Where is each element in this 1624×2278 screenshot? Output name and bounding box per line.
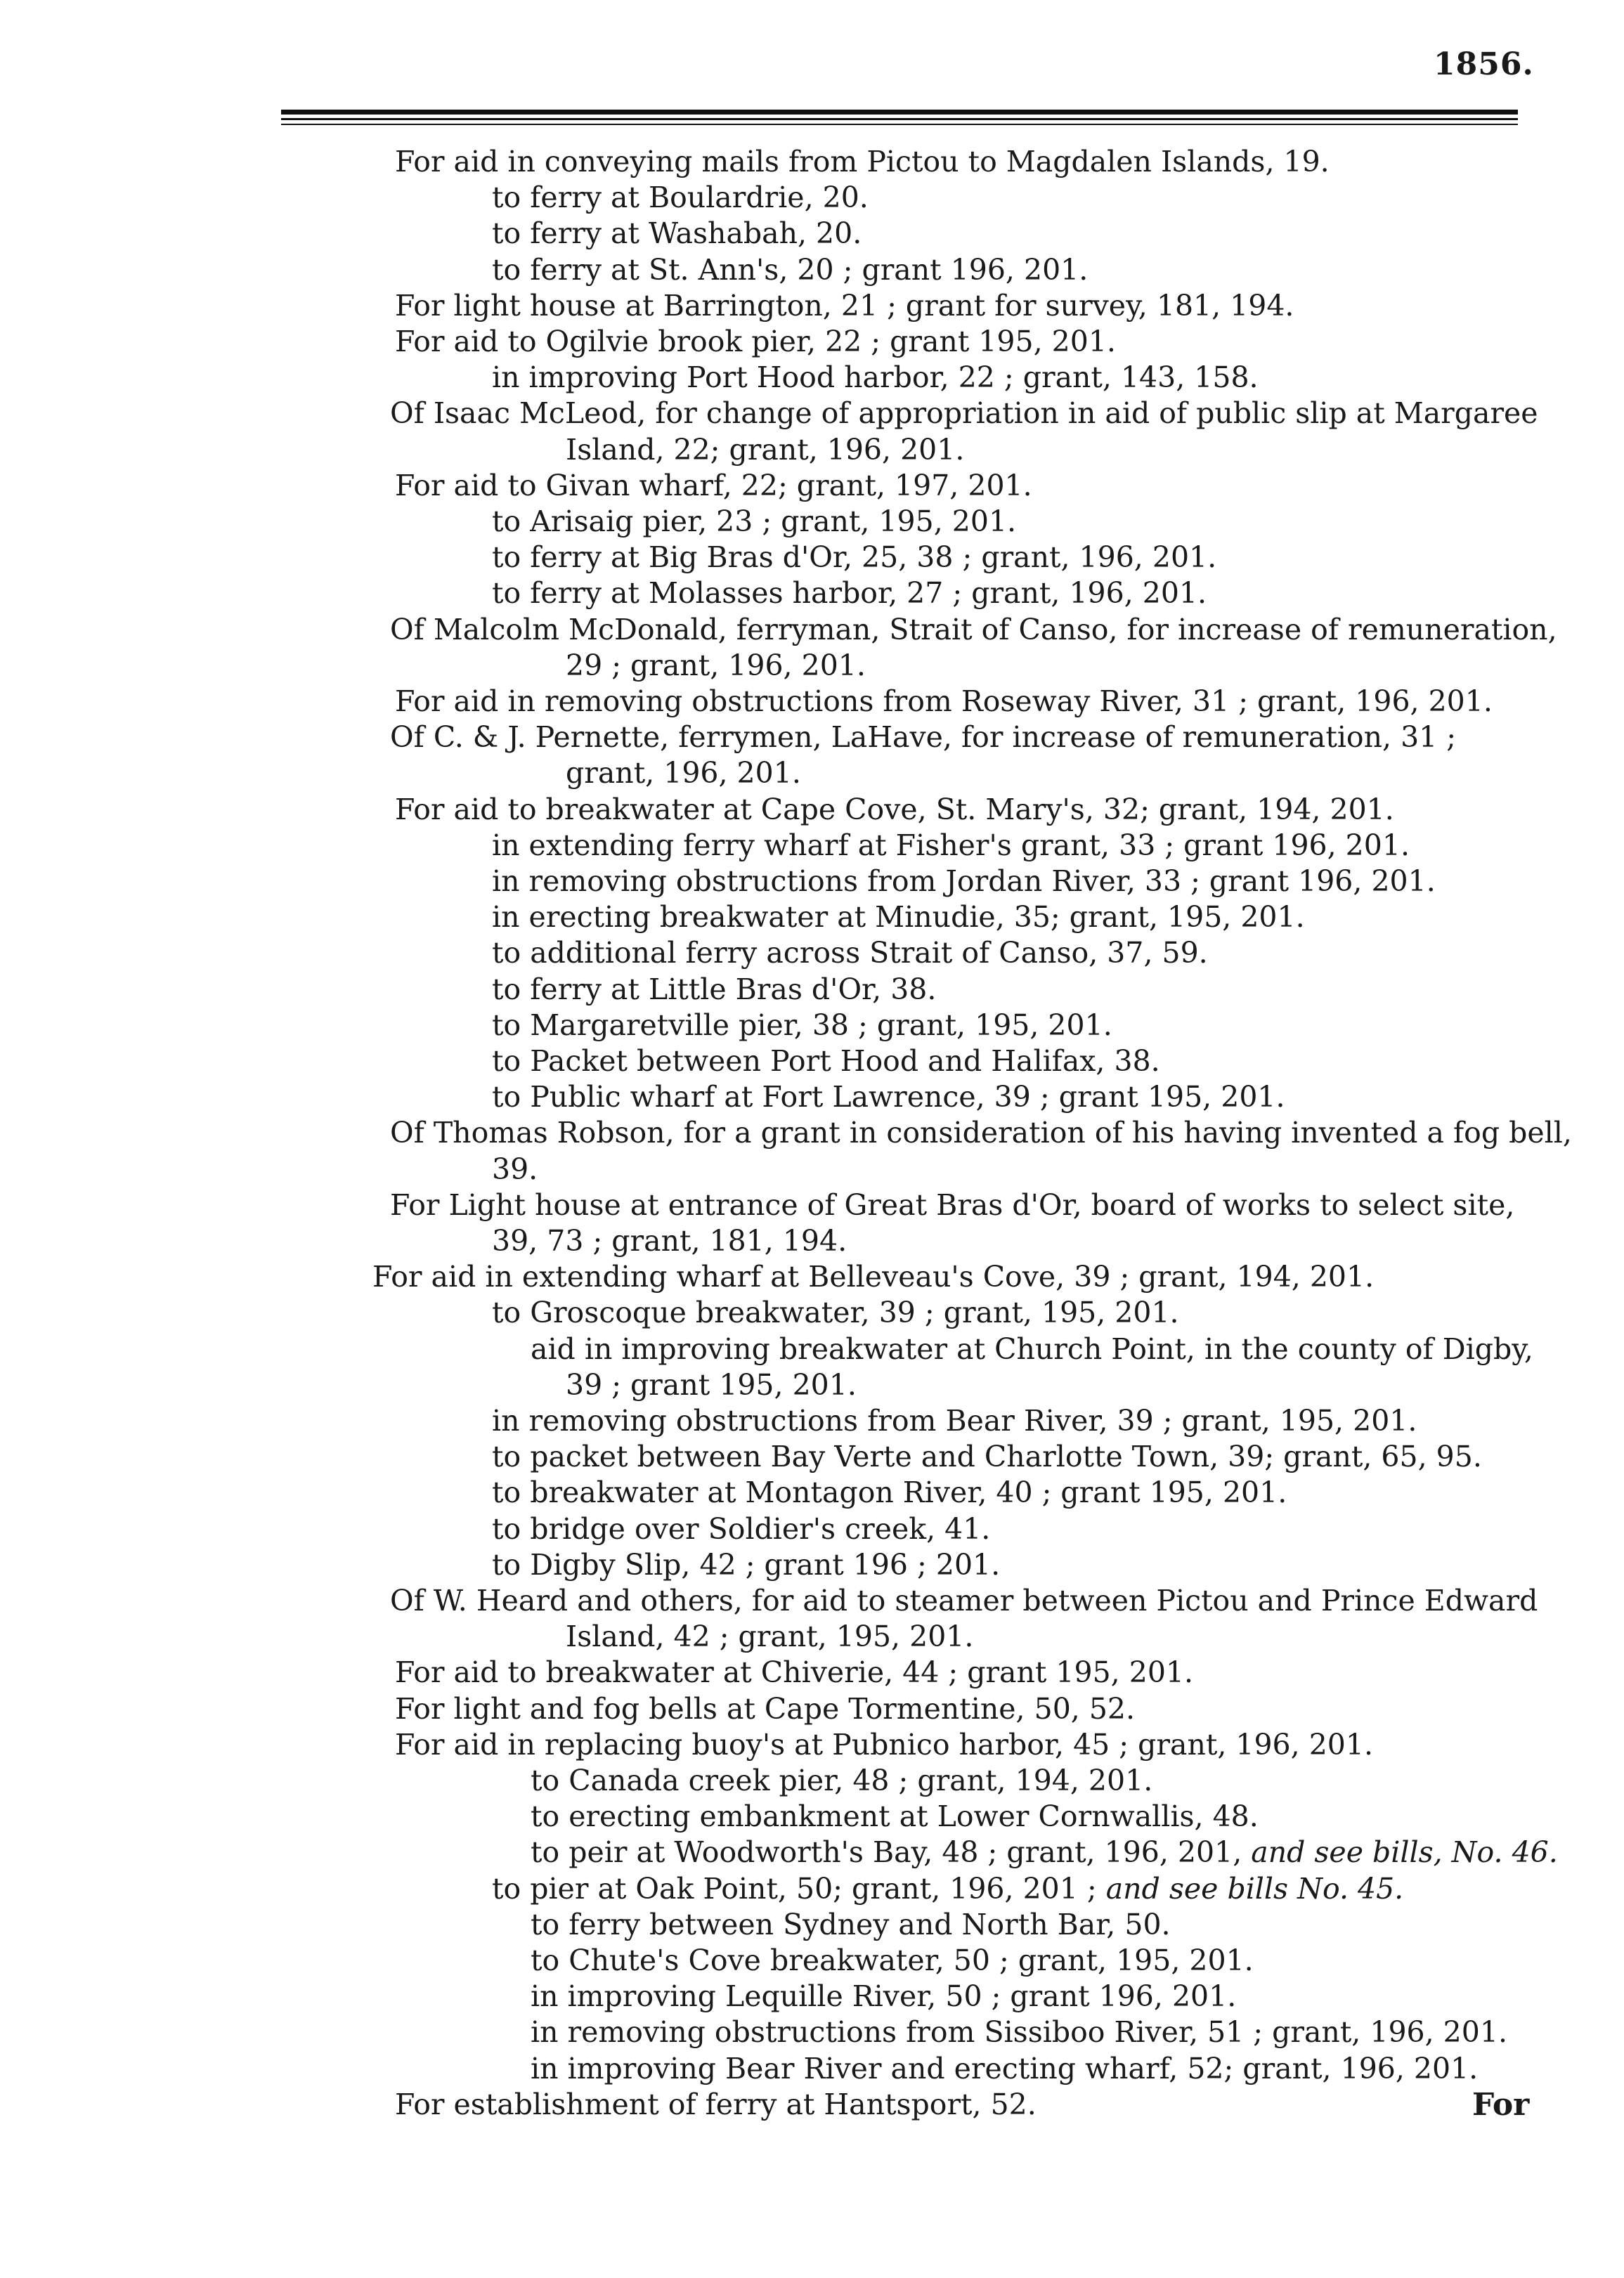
index-entry-line: Of Malcolm McDonald, ferryman, Strait of Canso, for increase of remuneration, [390,612,1557,646]
index-entry-line: For aid in replacing buoy's at Pubnico harbor, 45 ; grant, 196, 201. [395,1727,1373,1762]
index-entry-line: in improving Bear River and erecting wharf, 52; grant, 196, 201. [531,2051,1479,2085]
index-entry-line: Island, 22; grant, 196, 201. [566,432,965,467]
index-entry-line: For aid to Ogilvie brook pier, 22 ; grant 195, 201. [395,325,1116,358]
index-entry-line: For aid in conveying mails from Pictou to Magdalen Islands, 19. [395,145,1330,178]
index-entry-line: to bridge over Soldier's creek, 41. [492,1511,991,1546]
index-entry-line: For light house at Barrington, 21 ; grant for survey, 181, 194. [395,288,1294,323]
index-entry-line: to Margaretville pier, 38 ; grant, 195, 201. [492,1008,1112,1042]
index-entry-line: 39 ; grant 195, 201. [566,1367,857,1402]
page-year-heading: 1856. [1434,46,1534,82]
index-entry-line: in removing obstructions from Jordan River, 33 ; grant 196, 201. [492,864,1436,898]
index-entry-line: to ferry at St. Ann's, 20 ; grant 196, 201. [492,252,1089,287]
index-entry-line: Of W. Heard and others, for aid to steamer between Pictou and Prince Edward [390,1584,1538,1618]
index-entry-line: to peir at Woodworth's Bay, 48 ; grant, 196, 201, and see bills, No. 46. [531,1835,1558,1870]
index-entry-line: Island, 42 ; grant, 195, 201. [566,1620,974,1654]
header-rule-thick [281,110,1518,115]
index-entry-line: For aid to breakwater at Cape Cove, St. Mary's, 32; grant, 194, 201. [395,792,1394,826]
index-entry-line: For aid in removing obstructions from Roseway River, 31 ; grant, 196, 201. [395,684,1493,718]
index-entry-line: For establishment of ferry at Hantsport, 52. [395,2087,1037,2121]
header-rule-medium [281,118,1518,120]
index-entry-line: to ferry at Molasses harbor, 27 ; grant, 196, 201. [492,576,1207,611]
index-entry-line: to packet between Bay Verte and Charlotte Town, 39; grant, 65, 95. [492,1440,1482,1474]
index-entry-line: to pier at Oak Point, 50; grant, 196, 201 ; and see bills No. 45. [492,1871,1404,1906]
index-entry-line: 39. [492,1152,538,1186]
index-entry-line: For light and fog bells at Cape Tormentine, 50, 52. [395,1691,1136,1726]
index-entry-line: to Public wharf at Fort Lawrence, 39 ; grant 195, 201. [492,1080,1285,1114]
index-entry-line: grant, 196, 201. [566,756,801,790]
index-entry-line: to Digby Slip, 42 ; grant 196 ; 201. [492,1547,1001,1582]
index-entry-line: in extending ferry wharf at Fisher's grant, 33 ; grant 196, 201. [492,828,1410,862]
index-entry-line: to ferry at Little Bras d'Or, 38. [492,972,937,1006]
index-entry-line: to erecting embankment at Lower Cornwallis, 48. [531,1799,1259,1834]
index-entry-line: to additional ferry across Strait of Canso, 37, 59. [492,936,1208,970]
index-entry-line: to Canada creek pier, 48 ; grant, 194, 201. [531,1764,1153,1797]
index-entry-line: Of C. & J. Pernette, ferrymen, LaHave, for increase of remuneration, 31 ; [390,720,1457,755]
index-entry-line: For Light house at entrance of Great Bras d'Or, board of works to select site, [390,1187,1515,1222]
index-entry-line: Of Thomas Robson, for a grant in consideration of his having invented a fog bell, [390,1116,1572,1150]
index-entry-line: to Chute's Cove breakwater, 50 ; grant, 195, 201. [531,1944,1254,1977]
index-entry-line: 39, 73 ; grant, 181, 194. [492,1224,847,1258]
index-entry-line: to ferry at Boulardrie, 20. [492,181,869,215]
index-entry-line: to breakwater at Montagon River, 40 ; grant 195, 201. [492,1476,1287,1510]
index-entry-line: For aid to breakwater at Chiverie, 44 ; grant 195, 201. [395,1655,1194,1690]
index-entry-line: to ferry between Sydney and North Bar, 50. [531,1907,1171,1941]
catchword: For [1472,2087,1530,2123]
index-entry-line: in improving Lequille River, 50 ; grant 196, 201. [531,1979,1237,2014]
index-entry-line: in removing obstructions from Sissiboo River, 51 ; grant, 196, 201. [531,2015,1507,2050]
index-entry-line: For aid in extending wharf at Belleveau's Cove, 39 ; grant, 194, 201. [372,1260,1375,1294]
index-entry-line: Of Isaac McLeod, for change of appropriation in aid of public slip at Margaree [390,396,1538,431]
index-entry-line: to ferry at Big Bras d'Or, 25, 38 ; grant, 196, 201. [492,540,1217,575]
header-rule-thin [281,124,1518,125]
index-entry-line: to Groscoque breakwater, 39 ; grant, 195, 201. [492,1296,1179,1330]
index-entry-line: to ferry at Washabah, 20. [492,216,862,251]
index-entry-line: in erecting breakwater at Minudie, 35; grant, 195, 201. [492,900,1305,935]
index-entry-line: to Arisaig pier, 23 ; grant, 195, 201. [492,505,1017,538]
index-entry-line: For aid to Givan wharf, 22; grant, 197, 201. [395,468,1032,502]
index-entry-line: to Packet between Port Hood and Halifax, 38. [492,1044,1160,1078]
index-entry-line: in removing obstructions from Bear River, 39 ; grant, 195, 201. [492,1404,1417,1438]
index-entry-line: 29 ; grant, 196, 201. [566,648,866,682]
index-entry-line: aid in improving breakwater at Church Point, in the county of Digby, [531,1332,1533,1366]
index-entry-line: in improving Port Hood harbor, 22 ; grant, 143, 158. [492,360,1259,395]
